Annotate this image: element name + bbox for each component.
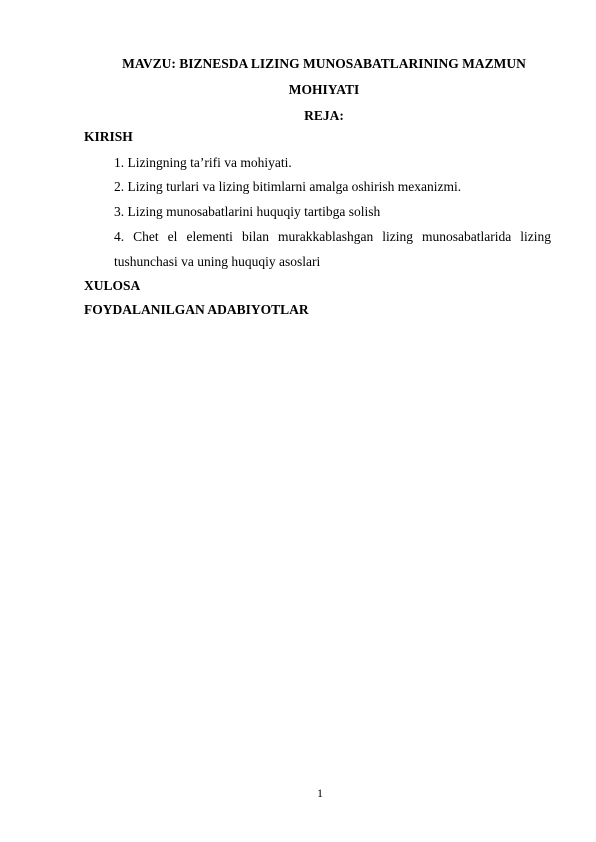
section-references: FOYDALANILGAN ADABIYOTLAR [84, 302, 309, 317]
section-introduction: KIRISH [84, 129, 133, 144]
plan-item-4: 4. Chet el elementi bilan murakkablashgan lizing munosabatlarida lizing [114, 229, 551, 244]
plan-item-4-continuation: tushunchasi va uning huquqiy asoslari [114, 254, 321, 269]
plan-item-3: 3. Lizing munosabatlarini huquqiy tartibga solish [114, 204, 381, 219]
topic-title-line-1: MAVZU: BIZNESDA LIZING MUNOSABATLARINING MAZMUN [122, 56, 526, 71]
plan-item-1: 1. Lizingning ta’rifi va mohiyati. [114, 155, 292, 170]
section-conclusion: XULOSA [84, 278, 141, 293]
topic-title-line-2: MOHIYATI [288, 82, 360, 97]
plan-heading: REJA: [304, 108, 344, 123]
page-number: 1 [317, 786, 323, 800]
plan-item-2: 2. Lizing turlari va lizing bitimlarni amalga oshirish mexanizmi. [114, 179, 462, 194]
